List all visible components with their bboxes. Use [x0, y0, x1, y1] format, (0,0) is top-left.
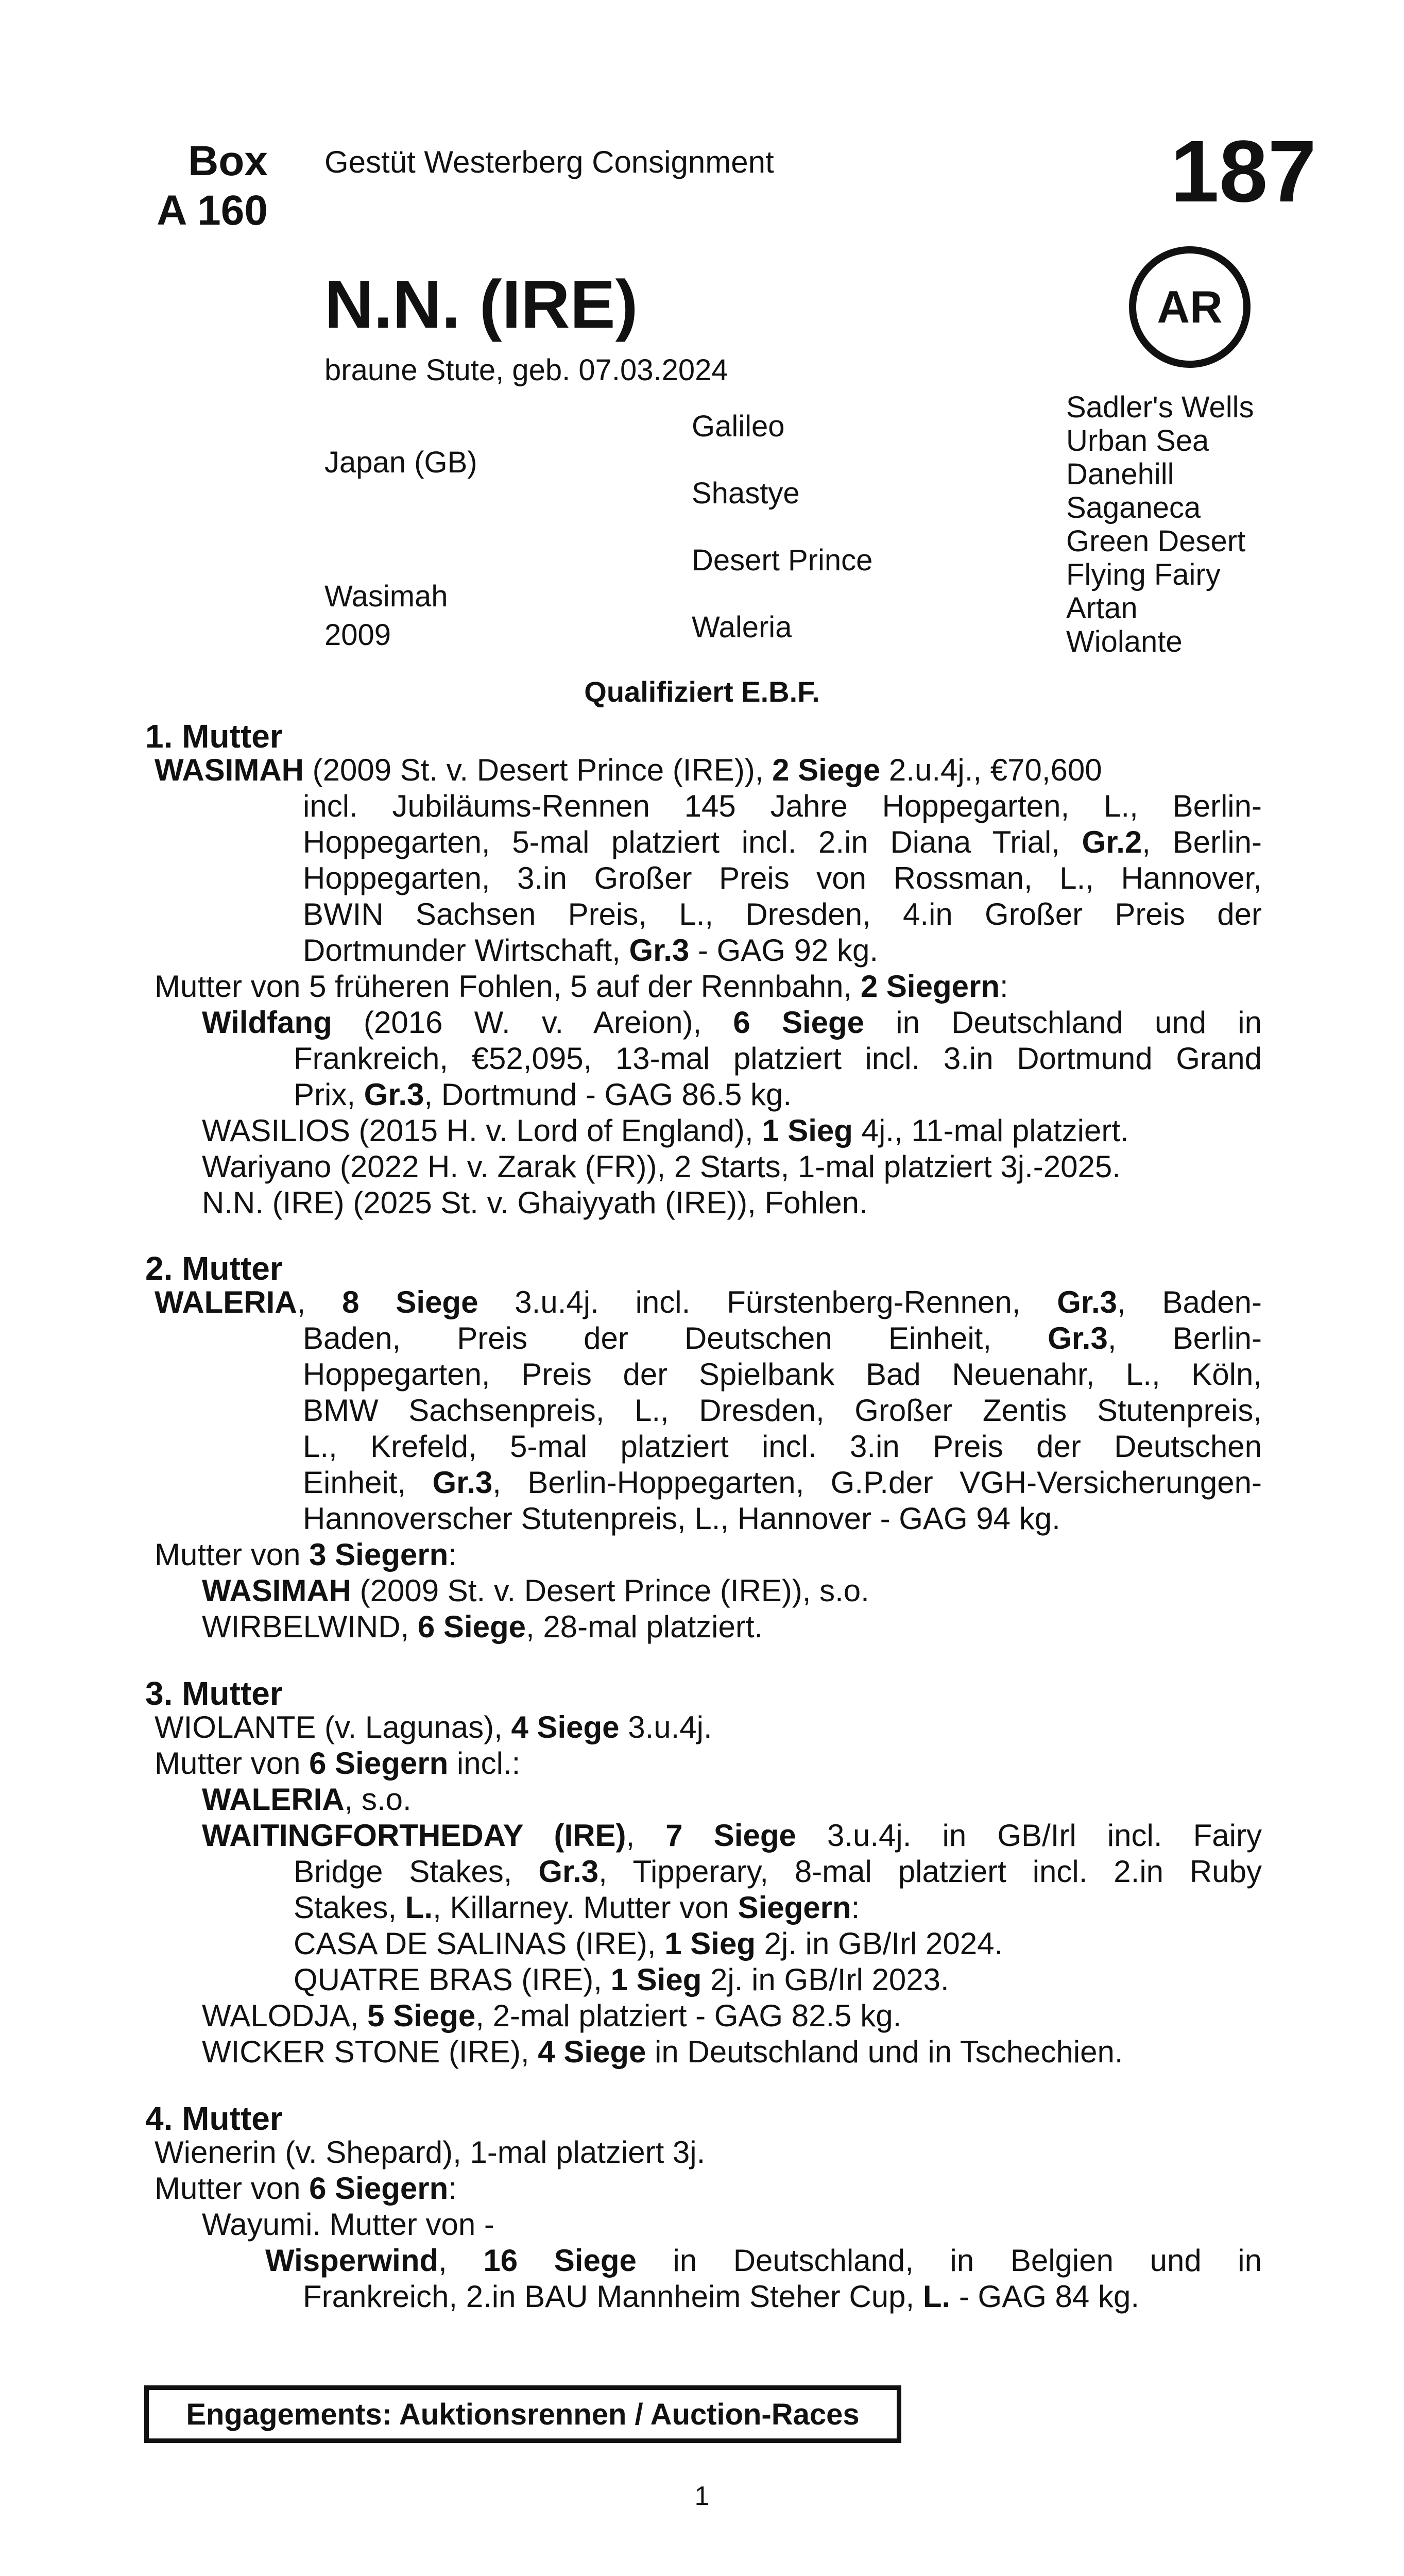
horse-description: braune Stute, geb. 07.03.2024 [324, 353, 728, 387]
pedigree-gen2: Desert Prince [692, 544, 873, 577]
dam-name: WASIMAH [155, 753, 304, 787]
first-dam-line: N.N. (IRE) (2025 St. v. Ghaiyyath (IRE)), Fohlen. [202, 1185, 868, 1220]
pedigree-gen2: Galileo [692, 410, 785, 443]
ar-badge-label: AR [1157, 281, 1223, 332]
ar-badge [1129, 246, 1251, 368]
first-dam-line: Hoppegarten, 5-mal platziert incl. 2.in Diana Trial, Gr.2, Berlin- [303, 825, 1262, 859]
third-dam-line: Stakes, L., Killarney. Mutter von Siegern: [294, 1890, 860, 1925]
page-number: 1 [694, 2481, 710, 2511]
engagements-box [144, 2385, 901, 2443]
pedigree-gen3: Danehill [1066, 457, 1174, 491]
second-dam-line: WALERIA, 8 Siege 3.u.4j. incl. Fürstenberg-Rennen, Gr.3, Baden- [155, 1285, 1262, 1319]
second-dam-line: BMW Sachsenpreis, L., Dresden, Großer Zentis Stutenpreis, [303, 1393, 1262, 1428]
second-dam-line: Hoppegarten, Preis der Spielbank Bad Neuenahr, L., Köln, [303, 1357, 1262, 1392]
third-dam-line: WICKER STONE (IRE), 4 Siege in Deutschland und in Tschechien. [202, 2035, 1123, 2069]
pedigree-gen3: Wiolante [1066, 625, 1183, 658]
third-dam-line: WAITINGFORTHEDAY (IRE), 7 Siege 3.u.4j. in GB/Irl incl. Fairy [202, 1818, 1262, 1853]
pedigree-gen3: Urban Sea [1066, 424, 1209, 457]
fourth-dam-line: Mutter von 6 Siegern: [155, 2171, 457, 2206]
third-dam-line: Bridge Stakes, Gr.3, Tipperary, 8-mal platziert incl. 2.in Ruby [294, 1854, 1262, 1889]
first-dam-line: incl. Jubiläums-Rennen 145 Jahre Hoppegarten, L., Berlin- [303, 789, 1262, 823]
fourth-dam-line: Wisperwind, 16 Siege in Deutschland, in Belgien und in [265, 2243, 1262, 2278]
horse-name: N.N. (IRE) [324, 266, 638, 342]
second-dam-line: WIRBELWIND, 6 Siege, 28-mal platziert. [202, 1609, 763, 1644]
third-dam-line: Mutter von 6 Siegern incl.: [155, 1746, 521, 1781]
pedigree-dam-year: 2009 [324, 618, 391, 652]
box-label [124, 137, 268, 235]
section-heading: 1. Mutter [145, 718, 283, 755]
first-dam-line: WASILIOS (2015 H. v. Lord of England), 1 Sieg 4j., 11-mal platziert. [202, 1113, 1129, 1148]
first-dam-line: Wariyano (2022 H. v. Zarak (FR)), 2 Starts, 1-mal platziert 3j.-2025. [202, 1149, 1121, 1184]
second-dam-line: WASIMAH (2009 St. v. Desert Prince (IRE)), s.o. [202, 1573, 869, 1608]
engagements-label: Engagements: Auktionsrennen / Auction-Races [186, 2397, 860, 2431]
qualification: Qualifiziert E.B.F. [584, 675, 820, 708]
box-line1: Box [188, 138, 268, 184]
third-dam-line: WIOLANTE (v. Lagunas), 4 Siege 3.u.4j. [155, 1710, 712, 1744]
lot-number: 187 [1170, 123, 1316, 221]
pedigree-gen3: Artan [1066, 591, 1138, 625]
pedigree-gen3: Saganeca [1066, 491, 1201, 524]
consignor: Gestüt Westerberg Consignment [324, 145, 774, 179]
fourth-dam-line: Wayumi. Mutter von - [202, 2207, 494, 2242]
first-dam-line: Dortmunder Wirtschaft, Gr.3 - GAG 92 kg. [303, 933, 879, 968]
first-dam-line: Hoppegarten, 3.in Großer Preis von Rossman, L., Hannover, [303, 861, 1262, 895]
section-heading: 3. Mutter [145, 1675, 283, 1712]
third-dam-line: QUATRE BRAS (IRE), 1 Sieg 2j. in GB/Irl 2023. [294, 1962, 949, 1997]
fourth-dam-line: Frankreich, 2.in BAU Mannheim Steher Cup, L. - GAG 84 kg. [303, 2279, 1139, 2314]
second-dam-line: Mutter von 3 Siegern: [155, 1537, 457, 1572]
pedigree-sire: Japan (GB) [324, 446, 477, 479]
second-dam-line: Baden, Preis der Deutschen Einheit, Gr.3, Berlin- [303, 1321, 1262, 1355]
box-line2: A 160 [157, 187, 268, 234]
first-dam-line: Frankreich, €52,095, 13-mal platziert incl. 3.in Dortmund Grand [294, 1041, 1262, 1076]
first-dam-line: WASIMAH (2009 St. v. Desert Prince (IRE)), 2 Siege 2.u.4j., €70,600 [155, 753, 1102, 787]
second-dam-line: Einheit, Gr.3, Berlin-Hoppegarten, G.P.der VGH-Versicherungen- [303, 1465, 1262, 1500]
first-dam-line: BWIN Sachsen Preis, L., Dresden, 4.in Großer Preis der [303, 897, 1262, 931]
section-heading: 4. Mutter [145, 2100, 283, 2137]
second-dam-line: L., Krefeld, 5-mal platziert incl. 3.in Preis der Deutschen [303, 1429, 1262, 1464]
third-dam-line: WALERIA, s.o. [202, 1782, 412, 1817]
first-dam-line: Wildfang (2016 W. v. Areion), 6 Siege in Deutschland und in [202, 1005, 1262, 1040]
pedigree-gen3: Sadler's Wells [1066, 391, 1254, 424]
pedigree-gen2: Waleria [692, 611, 792, 644]
pedigree-gen3: Flying Fairy [1066, 558, 1221, 591]
first-dam-line: Mutter von 5 früheren Fohlen, 5 auf der Rennbahn, 2 Siegern: [155, 969, 1008, 1004]
fourth-dam-line: Wienerin (v. Shepard), 1-mal platziert 3j. [155, 2135, 706, 2170]
second-dam-line: Hannoverscher Stutenpreis, L., Hannover - GAG 94 kg. [303, 1501, 1060, 1536]
section-heading: 2. Mutter [145, 1250, 283, 1287]
pedigree-gen2: Shastye [692, 477, 800, 510]
first-dam-line: Prix, Gr.3, Dortmund - GAG 86.5 kg. [294, 1077, 792, 1112]
pedigree-dam: Wasimah [324, 580, 448, 613]
third-dam-line: WALODJA, 5 Siege, 2-mal platziert - GAG 82.5 kg. [202, 1998, 902, 2033]
pedigree-gen3: Green Desert [1066, 524, 1246, 558]
third-dam-line: CASA DE SALINAS (IRE), 1 Sieg 2j. in GB/Irl 2024. [294, 1926, 1003, 1961]
